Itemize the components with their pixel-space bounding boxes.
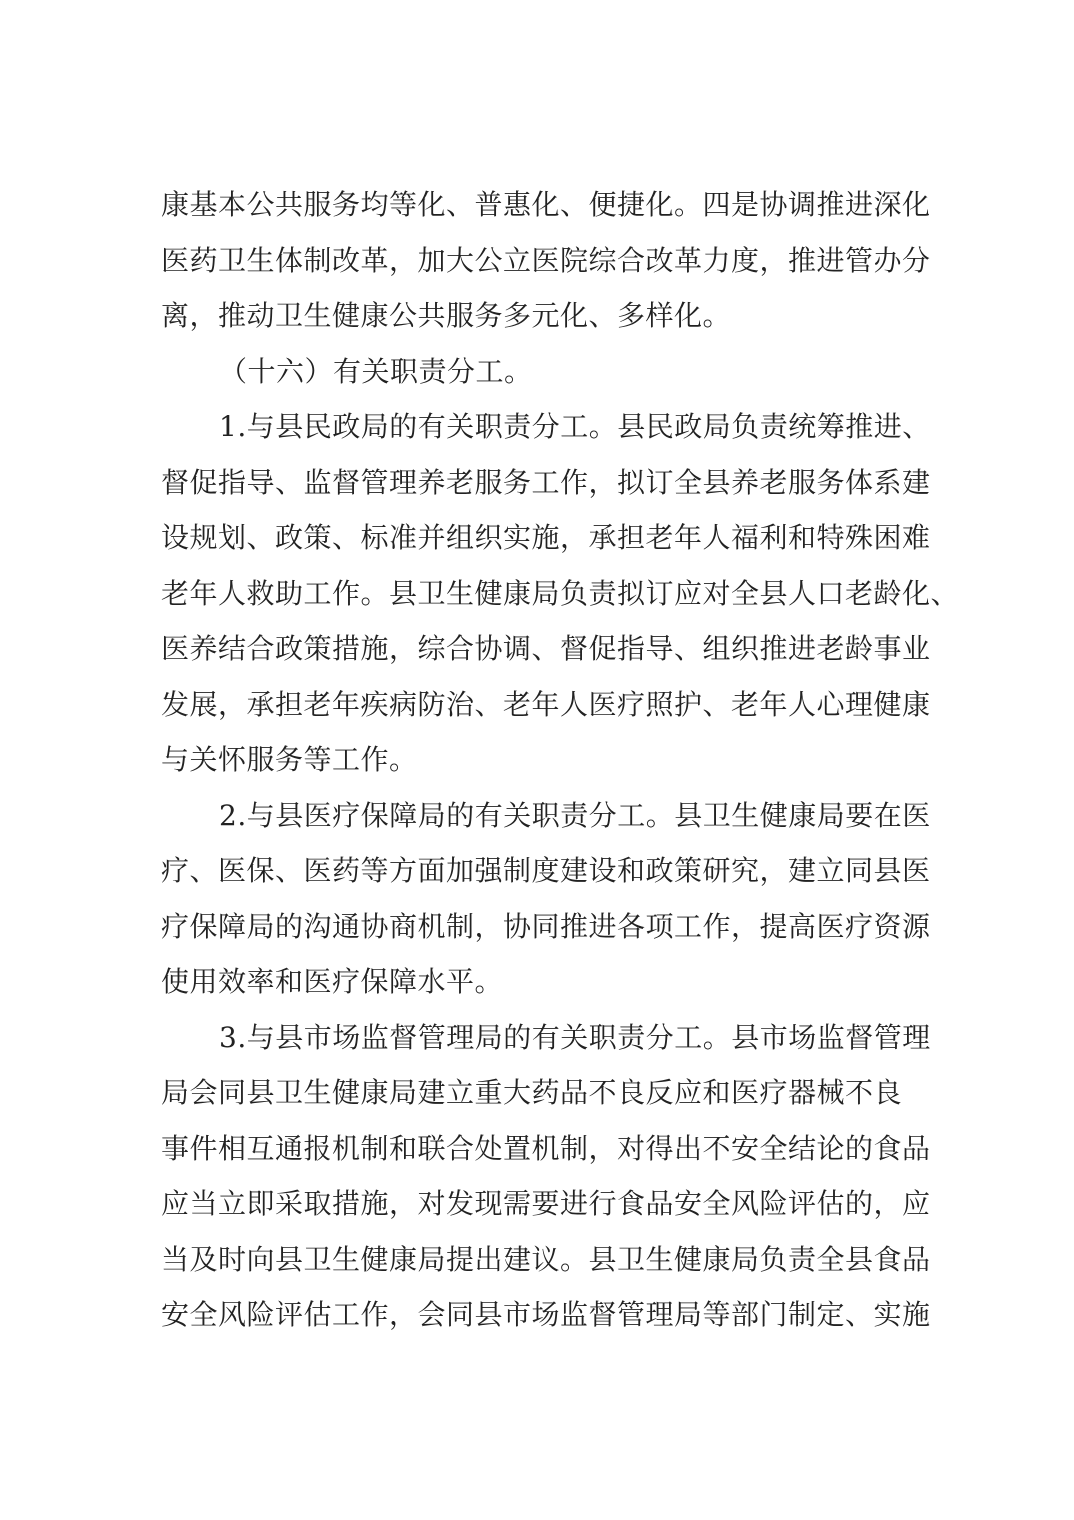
body-text-line: 离，推动卫生健康公共服务多元化、多样化。	[161, 299, 732, 332]
body-text-line: 局会同县卫生健康局建立重大药品不良反应和医疗器械不良	[161, 1076, 903, 1109]
body-text-line: 事件相互通报机制和联合处置机制，对得出不安全结论的食品	[161, 1131, 931, 1165]
body-text-line: 1.与县民政局的有关职责分工。县民政局负责统筹推进、	[219, 410, 931, 443]
body-text-line: 应当立即采取措施，对发现需要进行食品安全风险评估的，应	[161, 1187, 931, 1220]
body-text-line: 与关怀服务等工作。	[161, 743, 418, 776]
body-text-line: 医药卫生体制改革，加大公立医院综合改革力度，推进管办分	[161, 243, 931, 277]
document-body	[161, 177, 960, 1343]
body-text-line: 当及时向县卫生健康局提出建议。县卫生健康局负责全县食品	[161, 1242, 931, 1276]
body-text-line: 督促指导、监督管理养老服务工作，拟订全县养老服务体系建	[161, 465, 931, 499]
body-text-line: 设规划、政策、标准并组织实施，承担老年人福利和特殊困难	[161, 521, 931, 554]
body-text-line: 老年人救助工作。县卫生健康局负责拟订应对全县人口老龄化、	[161, 576, 960, 610]
body-text-line: 发展，承担老年疾病防治、老年人医疗照护、老年人心理健康	[161, 687, 931, 721]
body-text-line: 安全风险评估工作，会同县市场监督管理局等部门制定、实施	[161, 1298, 931, 1331]
body-text-line: 康基本公共服务均等化、普惠化、便捷化。四是协调推进深化	[161, 188, 931, 221]
body-text-line: 医养结合政策措施，综合协调、督促指导、组织推进老龄事业	[161, 632, 931, 665]
body-text-line: 疗、医保、医药等方面加强制度建设和政策研究，建立同县医	[161, 854, 931, 887]
body-text-line: 2.与县医疗保障局的有关职责分工。县卫生健康局要在医	[219, 798, 931, 832]
body-text-line: 使用效率和医疗保障水平。	[161, 965, 504, 998]
body-text-line: （十六）有关职责分工。	[219, 354, 533, 388]
body-text-line: 3.与县市场监督管理局的有关职责分工。县市场监督管理	[219, 1020, 931, 1054]
body-text-line: 疗保障局的沟通协商机制，协同推进各项工作，提高医疗资源	[161, 909, 931, 943]
